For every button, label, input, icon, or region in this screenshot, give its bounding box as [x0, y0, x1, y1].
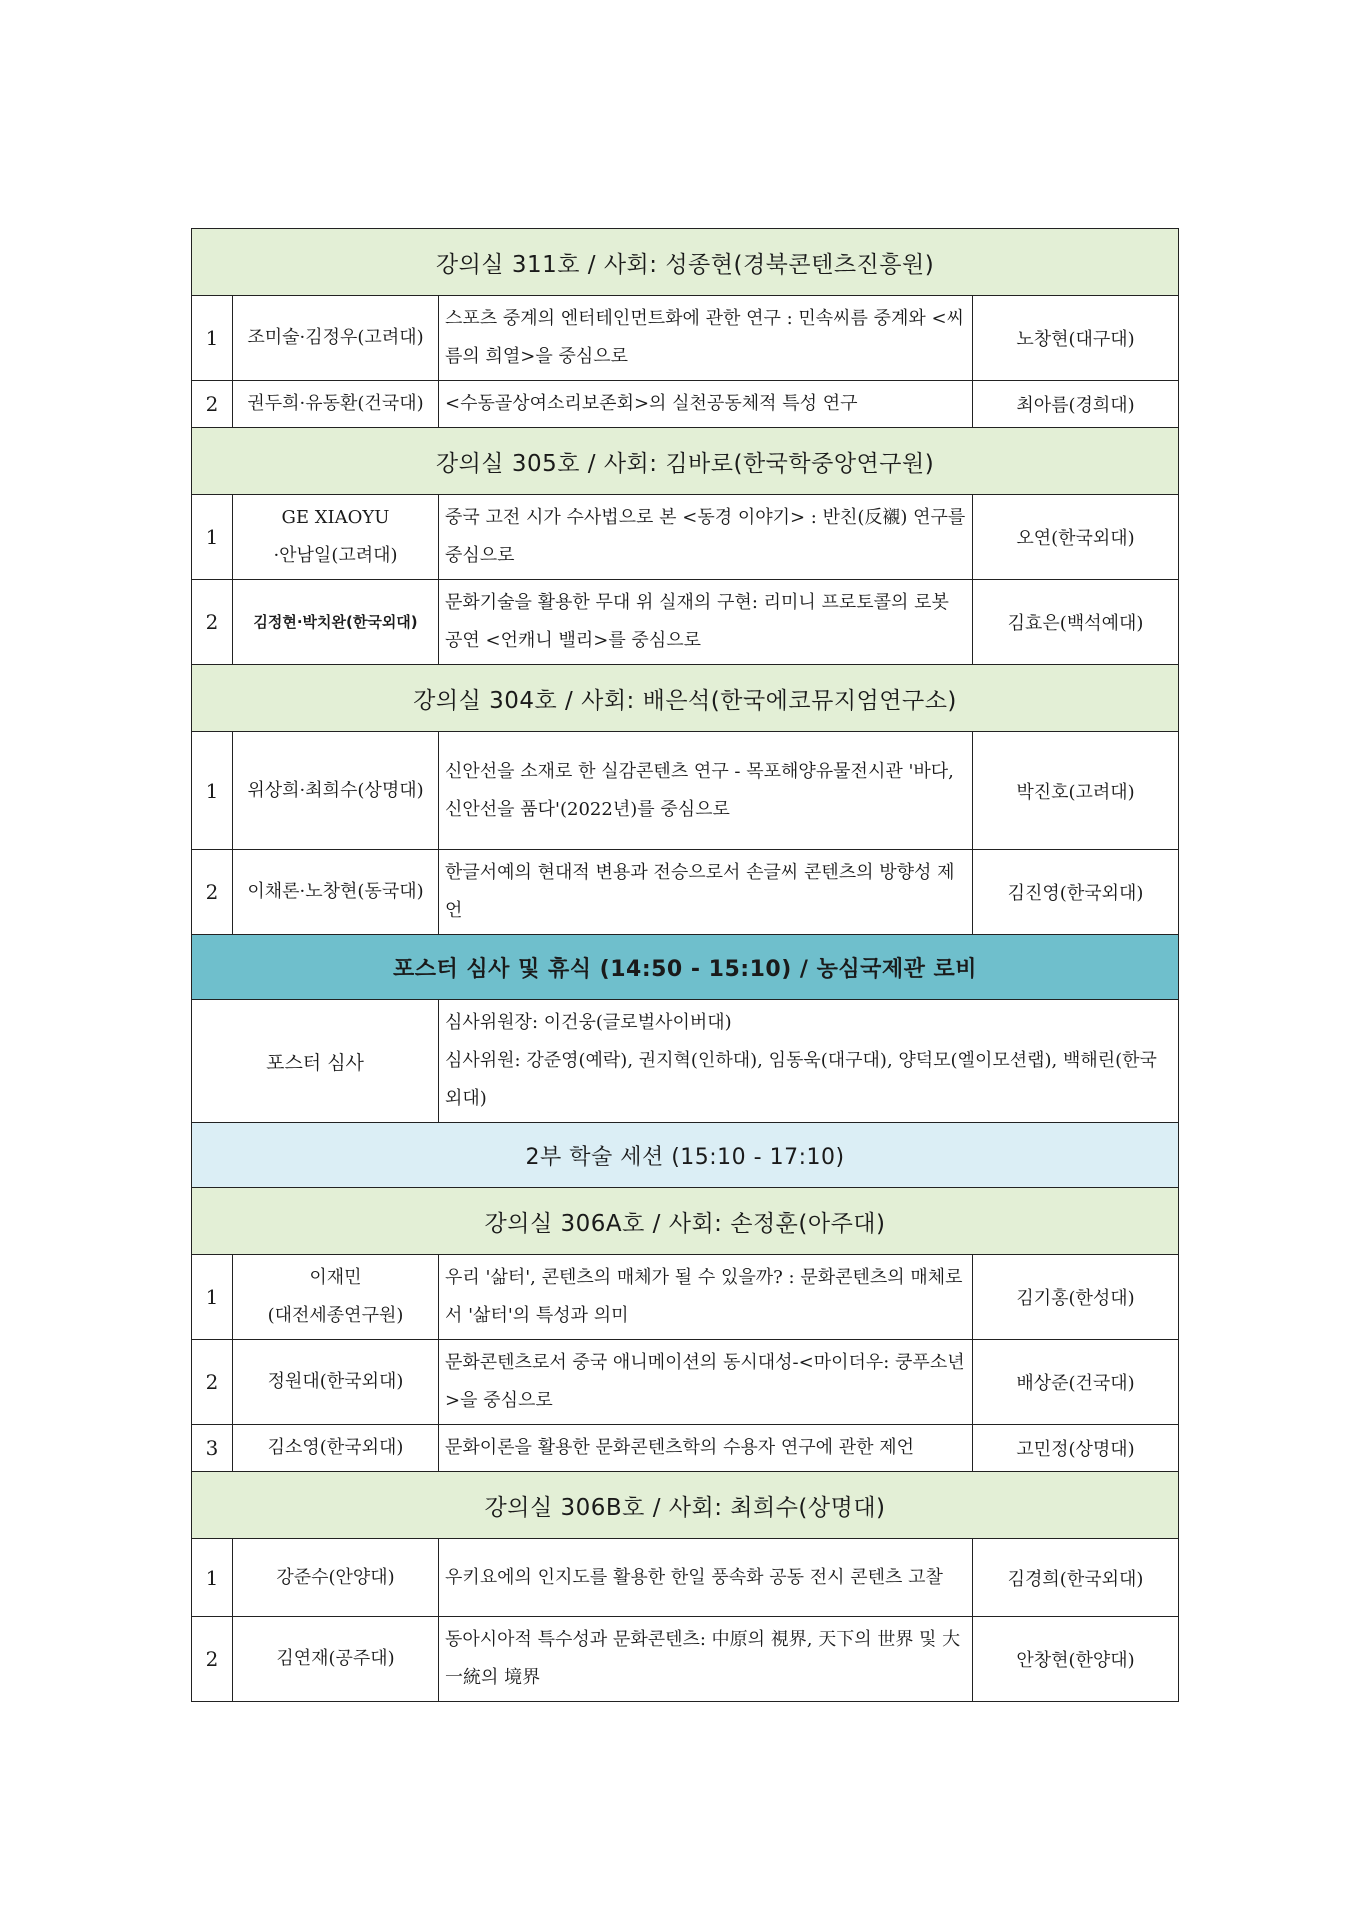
table-row: [192, 850, 1179, 935]
presenter-line: ·안남일(고려대): [273, 545, 398, 566]
presenter-line: (대전세종연구원): [267, 1305, 404, 1326]
presentation-title: 우키요에의 인지도를 활용한 한일 풍속화 공동 전시 콘텐츠 고찰: [439, 1539, 973, 1617]
presenter: 정원대(한국외대): [233, 1340, 439, 1425]
poster-judges: [439, 1000, 1179, 1123]
discussant: 오연(한국외대): [973, 495, 1179, 580]
table-row: [192, 495, 1179, 580]
presenter-line: GE XIAOYU: [281, 507, 390, 528]
discussant: 김경희(한국외대): [973, 1539, 1179, 1617]
presenter: [233, 1255, 439, 1340]
poster-row: [192, 1000, 1179, 1123]
presentation-title: <수동골상여소리보존회>의 실천공동체적 특성 연구: [439, 381, 973, 428]
table-row: [192, 580, 1179, 665]
presentation-title: 동아시아적 특수성과 문화콘텐츠: 中原의 視界, 天下의 世界 및 大一統의 境界: [439, 1617, 973, 1702]
table-row: [192, 1255, 1179, 1340]
presentation-number: 1: [192, 1539, 233, 1617]
presentation-number: 2: [192, 1617, 233, 1702]
discussant: 최아름(경희대): [973, 381, 1179, 428]
presentation-number: 1: [192, 732, 233, 850]
session-header-row: [192, 428, 1179, 495]
presenter: 조미술·김정우(고려대): [233, 296, 439, 381]
session-header: 강의실 306B호 / 사회: 최희수(상명대): [192, 1472, 1179, 1539]
presentation-number: 2: [192, 580, 233, 665]
presentation-title: 문화기술을 활용한 무대 위 실재의 구현: 리미니 프로토콜의 로봇 공연 <언캐니 밸리>를 중심으로: [439, 580, 973, 665]
presenter: 김소영(한국외대): [233, 1425, 439, 1472]
table-row: [192, 381, 1179, 428]
session-header: 강의실 305호 / 사회: 김바로(한국학중앙연구원): [192, 428, 1179, 495]
presenter: 권두희·유동환(건국대): [233, 381, 439, 428]
table-row: [192, 1539, 1179, 1617]
presentation-number: 2: [192, 850, 233, 935]
judge-list: 심사위원: 강준영(예락), 권지혁(인하대), 임동욱(대구대), 양덕모(엘이모션랩), 백해린(한국외대): [445, 1050, 1157, 1109]
poster-header-row: [192, 935, 1179, 1000]
discussant: 배상준(건국대): [973, 1340, 1179, 1425]
judge-chair: 심사위원장: 이건웅(글로벌사이버대): [445, 1012, 732, 1033]
presenter: 이채론·노창현(동국대): [233, 850, 439, 935]
poster-header: 포스터 심사 및 휴식 (14:50 - 15:10) / 농심국제관 로비: [192, 935, 1179, 1000]
discussant: 안창현(한양대): [973, 1617, 1179, 1702]
session-header: 강의실 306A호 / 사회: 손정훈(아주대): [192, 1188, 1179, 1255]
part-header-row: [192, 1123, 1179, 1188]
presenter: [233, 495, 439, 580]
discussant: 노창현(대구대): [973, 296, 1179, 381]
presenter: 김정현·박치완(한국외대): [233, 580, 439, 665]
presenter: 위상희·최희수(상명대): [233, 732, 439, 850]
presentation-title: 한글서예의 현대적 변용과 전승으로서 손글씨 콘텐츠의 방향성 제언: [439, 850, 973, 935]
session-header: 강의실 311호 / 사회: 성종현(경북콘텐츠진흥원): [192, 229, 1179, 296]
discussant: 김효은(백석예대): [973, 580, 1179, 665]
presentation-title: 우리 '삶터', 콘텐츠의 매체가 될 수 있을까? : 문화콘텐츠의 매체로서 '삶터'의 특성과 의미: [439, 1255, 973, 1340]
presentation-title: 중국 고전 시가 수사법으로 본 <동경 이야기> : 반친(反襯) 연구를 중심으로: [439, 495, 973, 580]
presenter: 김연재(공주대): [233, 1617, 439, 1702]
table-row: [192, 1425, 1179, 1472]
table-row: [192, 296, 1179, 381]
discussant: 김기홍(한성대): [973, 1255, 1179, 1340]
session-header-row: [192, 229, 1179, 296]
presentation-number: 1: [192, 296, 233, 381]
discussant: 고민정(상명대): [973, 1425, 1179, 1472]
table-row: [192, 1617, 1179, 1702]
presentation-title: 문화이론을 활용한 문화콘텐츠학의 수용자 연구에 관한 제언: [439, 1425, 973, 1472]
session-header-row: [192, 665, 1179, 732]
session-header-row: [192, 1472, 1179, 1539]
presentation-number: 3: [192, 1425, 233, 1472]
poster-label: 포스터 심사: [192, 1000, 439, 1123]
discussant: 박진호(고려대): [973, 732, 1179, 850]
presentation-number: 1: [192, 495, 233, 580]
presenter-line: 이재민: [309, 1267, 362, 1288]
session-header: 강의실 304호 / 사회: 배은석(한국에코뮤지엄연구소): [192, 665, 1179, 732]
table-row: [192, 1340, 1179, 1425]
discussant: 김진영(한국외대): [973, 850, 1179, 935]
presentation-title: 문화콘텐츠로서 중국 애니메이션의 동시대성-<마이더우: 쿵푸소년>을 중심으로: [439, 1340, 973, 1425]
presentation-title: 스포츠 중계의 엔터테인먼트화에 관한 연구 : 민속씨름 중계와 <씨름의 희열>을 중심으로: [439, 296, 973, 381]
session-header-row: [192, 1188, 1179, 1255]
presentation-number: 2: [192, 381, 233, 428]
part2-header: 2부 학술 세션 (15:10 - 17:10): [192, 1123, 1179, 1188]
presentation-number: 2: [192, 1340, 233, 1425]
program-schedule-table: [191, 228, 1179, 1702]
presenter: 강준수(안양대): [233, 1539, 439, 1617]
table-row: [192, 732, 1179, 850]
presentation-title: 신안선을 소재로 한 실감콘텐츠 연구 - 목포해양유물전시관 '바다, 신안선을 품다'(2022년)를 중심으로: [439, 732, 973, 850]
presentation-number: 1: [192, 1255, 233, 1340]
